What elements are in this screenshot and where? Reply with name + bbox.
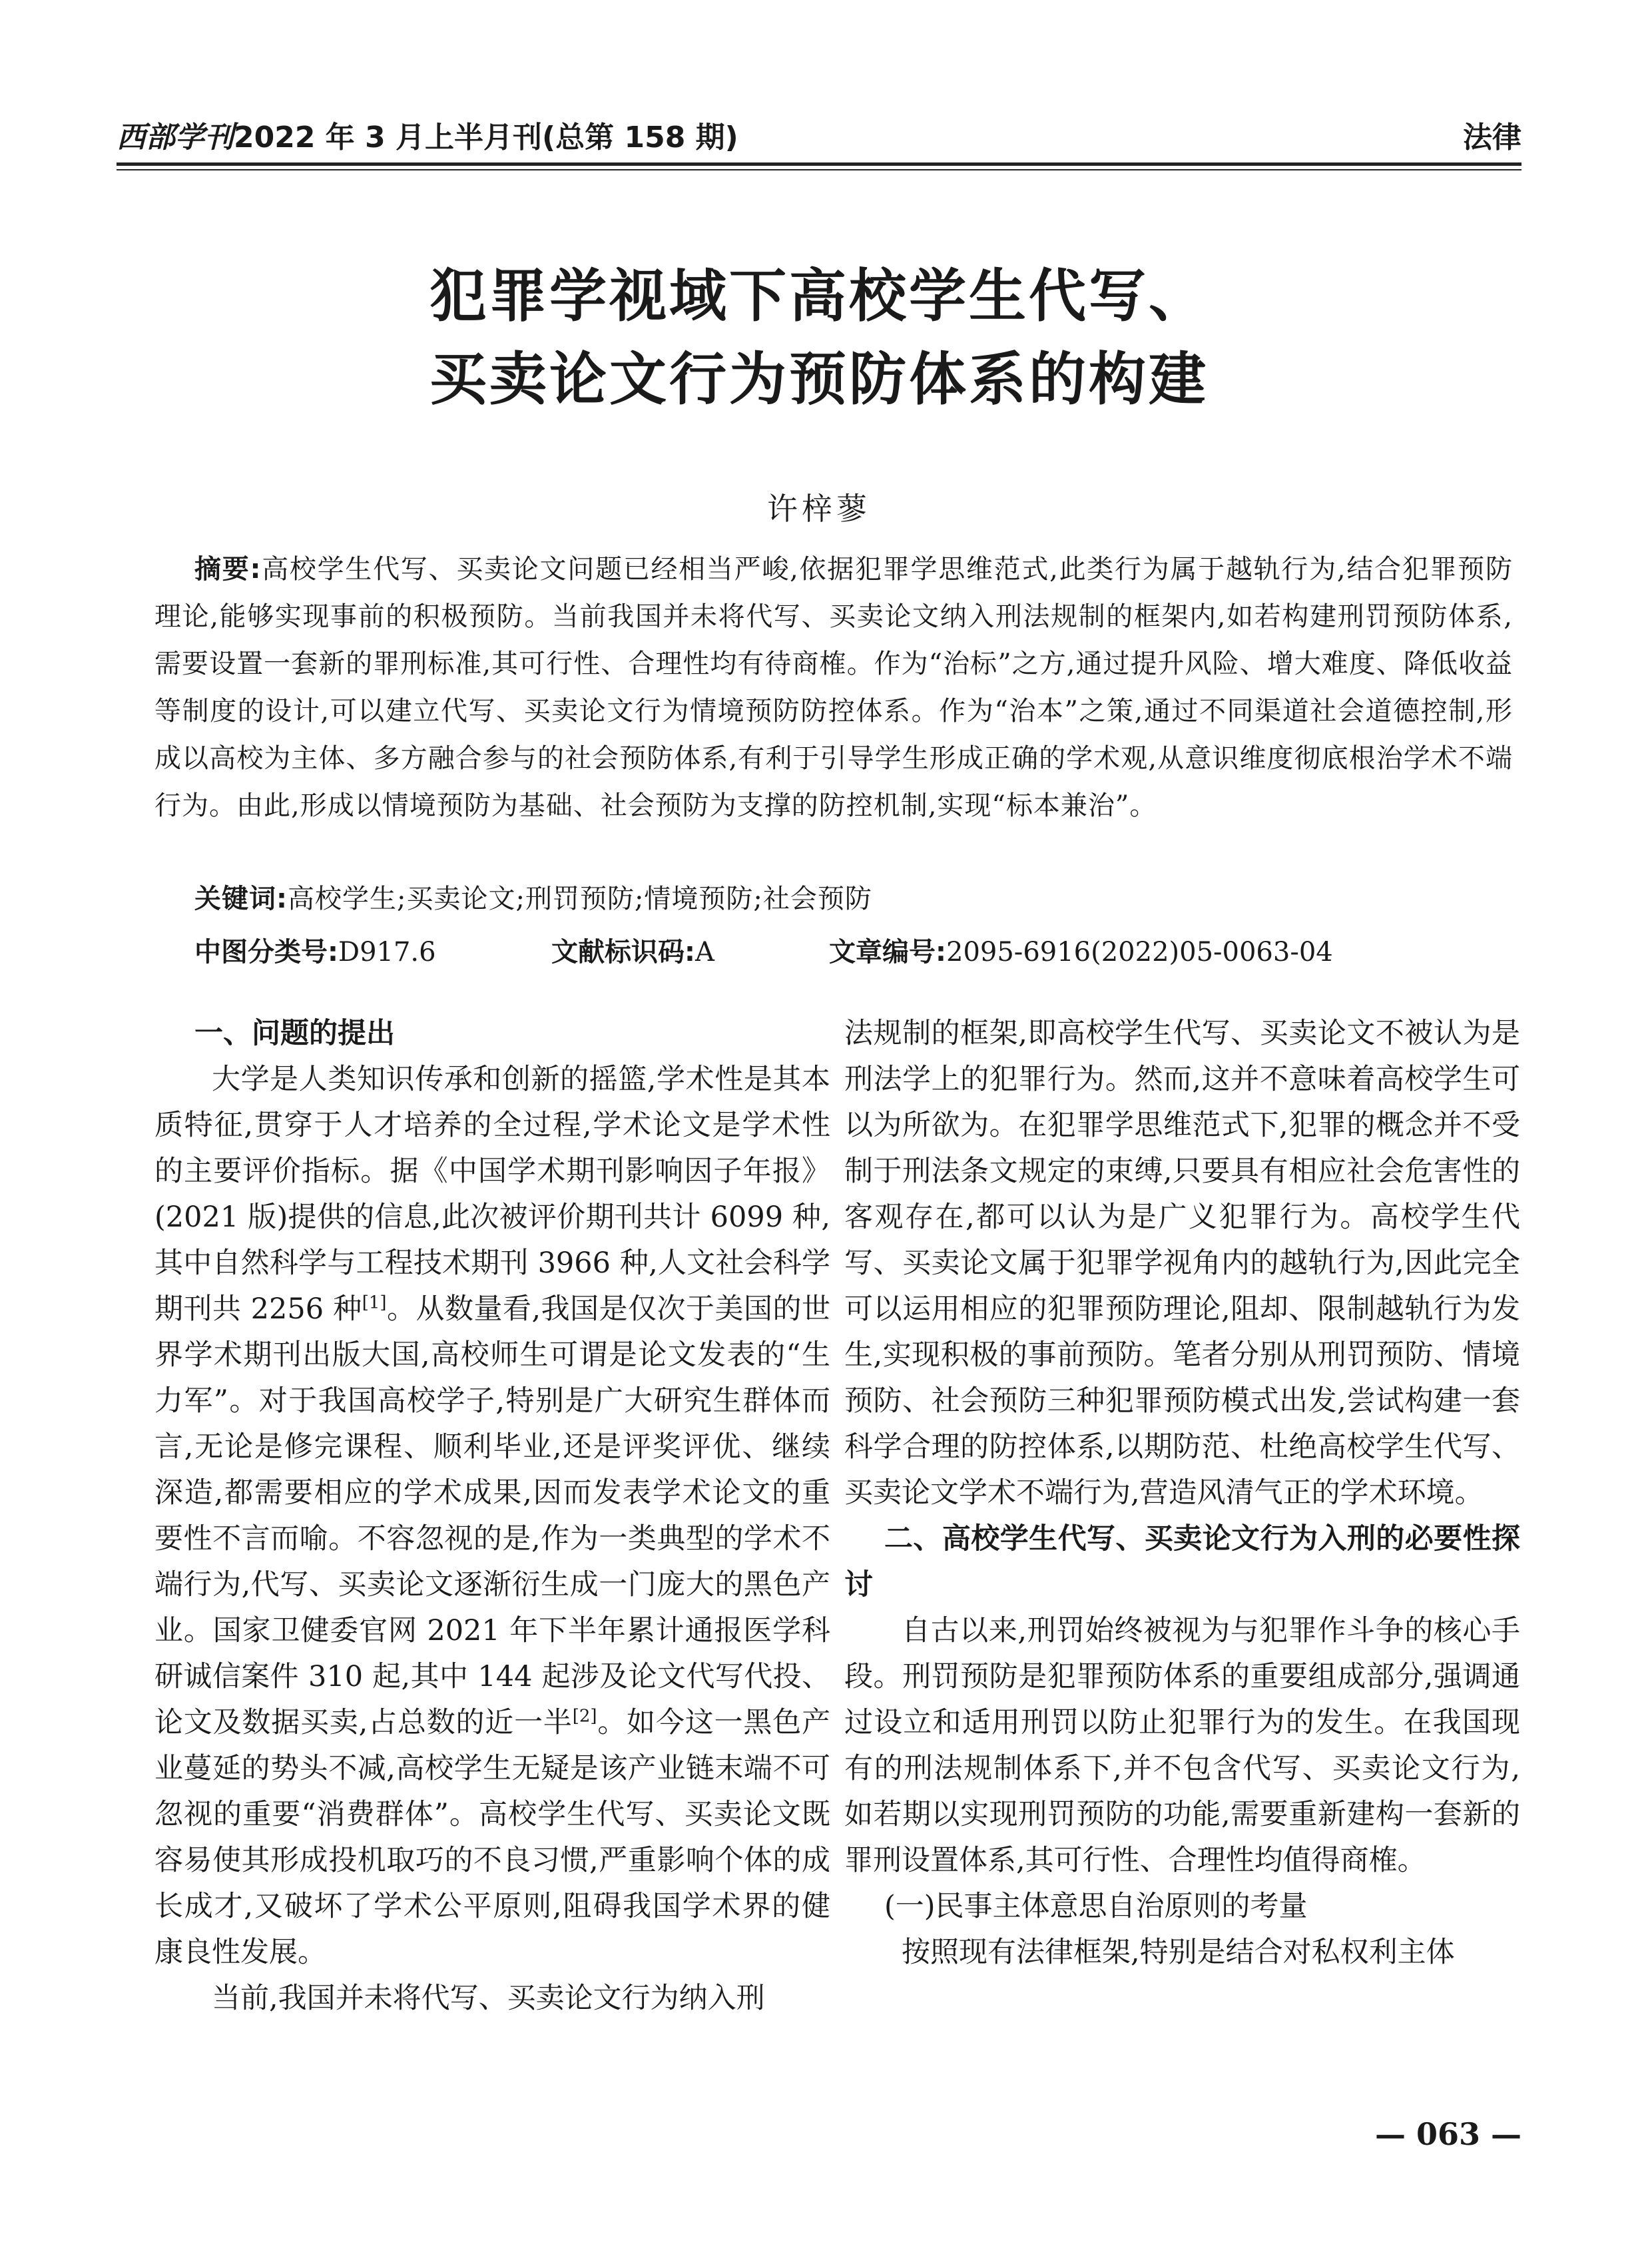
journal-issue: 2022 年 3 月上半月刊(总第 158 期)	[234, 121, 738, 154]
body-paragraph: 自古以来,刑罚始终被视为与犯罪作斗争的核心手段。刑罚预防是犯罪预防体系的重要组成部分,强调通过设立和适用刑罚以防止犯罪行为的发生。在我国现有的刑法规制体系下,并不包含代写、买卖论文行为,如若期以实现刑罚预防的功能,需要重新建构一套新的罪刑设置体系,其可行性、合理性均值得商榷。	[844, 1614, 1520, 1877]
article-title-line-1: 犯罪学视域下高校学生代写、	[429, 262, 1209, 330]
page-number: — 063 —	[1374, 2116, 1521, 2152]
clc-label: 中图分类号:	[194, 937, 338, 968]
article-title-line-2: 买卖论文行为预防体系的构建	[429, 346, 1209, 413]
journal-info	[117, 113, 738, 156]
journal-logo: 西部学刊	[117, 121, 234, 154]
clc-value: D917.6	[338, 937, 436, 968]
citation-ref: [1]	[362, 1292, 387, 1313]
article-number	[829, 931, 1333, 969]
header-rule-thick	[117, 162, 1521, 166]
article-label: 文章编号:	[829, 937, 946, 968]
keywords-label: 关键词:	[194, 884, 288, 914]
abstract	[154, 546, 1513, 830]
body-paragraph	[154, 1057, 830, 1976]
section-heading-1: 一、问题的提出	[194, 1017, 395, 1050]
author-name: 许梓蓼	[767, 491, 871, 527]
article-value: 2095-6916(2022)05-0063-04	[946, 937, 1333, 968]
body-paragraph: 当前,我国并未将代写、买卖论文行为纳入刑	[212, 1982, 765, 2015]
paragraph-text: 大学是人类知识传承和创新的摇篮,学术性是其本质特征,贯穿于人才培养的全过程,学术论文是学术性的主要评价指标。据《中国学术期刊影响因子年报》(2021 版)提供的信息,此次被评价期刊共计 6099 种,其中自然科学与工程技术期刊 3966 种,人文社会科学期刊共 2256 种	[154, 1063, 830, 1326]
document-code	[551, 931, 714, 969]
section-name: 法律	[1463, 121, 1521, 154]
keywords	[194, 878, 872, 916]
paragraph-text: 。如今这一黑色产业蔓延的势头不减,高校学生无疑是该产业链末端不可忽视的重要“消费群体”。高校学生代写、买卖论文既容易使其形成投机取巧的不良习惯,严重影响个体的成长成才,又破坏了学术公平原则,阻碍我国学术界的健康良性发展。	[154, 1706, 831, 1969]
body-paragraph: 按照现有法律框架,特别是结合对私权利主体	[902, 1936, 1455, 1969]
body-paragraph-continued: 法规制的框架,即高校学生代写、买卖论文不被认为是刑法学上的犯罪行为。然而,这并不意味着高校学生可以为所欲为。在犯罪学思维范式下,犯罪的概念并不受制于刑法条文规定的束缚,只要具有相应社会危害性的客观存在,都可以认为是广义犯罪行为。高校学生代写、买卖论文属于犯罪学视角内的越轨行为,因此完全可以运用相应的犯罪预防理论,阻却、限制越轨行为发生,实现积极的事前预防。笔者分别从刑罚预防、情境预防、社会预防三种犯罪预防模式出发,尝试构建一套科学合理的防控体系,以期防范、杜绝高校学生代写、买卖论文学术不端行为,营造风清气正的学术环境。	[844, 1017, 1520, 1510]
body-column-right	[844, 1011, 1520, 1976]
paragraph-text: 。从数量看,我国是仅次于美国的世界学术期刊出版大国,高校师生可谓是论文发表的“生力军”。对于我国高校学子,特别是广大研究生群体而言,无论是修完课程、顺利毕业,还是评奖评优、继续深造,都需要相应的学术成果,因而发表学术论文的重要性不言而喻。不容忽视的是,作为一类典型的学术不端行为,代写、买卖论文逐渐衍生成一门庞大的黑色产业。国家卫健委官网 2021 年下半年累计通报医学科研诚信案件 310 起,其中 144 起涉及论文代写代投、论文及数据买卖,占总数的近一半	[154, 1292, 830, 1739]
citation-ref: [2]	[572, 1706, 597, 1727]
doc-value: A	[695, 937, 714, 968]
abstract-label: 摘要:	[194, 554, 262, 585]
running-header	[117, 113, 1521, 160]
clc-number	[194, 931, 436, 969]
keywords-text: 高校学生;买卖论文;刑罚预防;情境预防;社会预防	[288, 884, 872, 914]
abstract-text: 高校学生代写、买卖论文问题已经相当严峻,依据犯罪学思维范式,此类行为属于越轨行为,结合犯罪预防理论,能够实现事前的积极预防。当前我国并未将代写、买卖论文纳入刑法规制的框架内,如若构建刑罚预防体系,需要设置一套新的罪刑标准,其可行性、合理性均有待商榷。作为“治标”之方,通过提升风险、增大难度、降低收益等制度的设计,可以建立代写、买卖论文行为情境预防防控体系。作为“治本”之策,通过不同渠道社会道德控制,形成以高校为主体、多方融合参与的社会预防体系,有利于引导学生形成正确的学术观,从意识维度彻底根治学术不端行为。由此,形成以情境预防为基础、社会预防为支撑的防控机制,实现“标本兼治”。	[154, 554, 1513, 821]
doc-label: 文献标识码:	[551, 937, 695, 968]
subsection-heading: (一)民事主体意思自治原则的考量	[884, 1890, 1308, 1923]
section-heading-2: 二、高校学生代写、买卖论文行为入刑的必要性探讨	[844, 1522, 1520, 1601]
body-column-left	[154, 1011, 830, 2022]
header-rule-thin	[117, 169, 1521, 170]
